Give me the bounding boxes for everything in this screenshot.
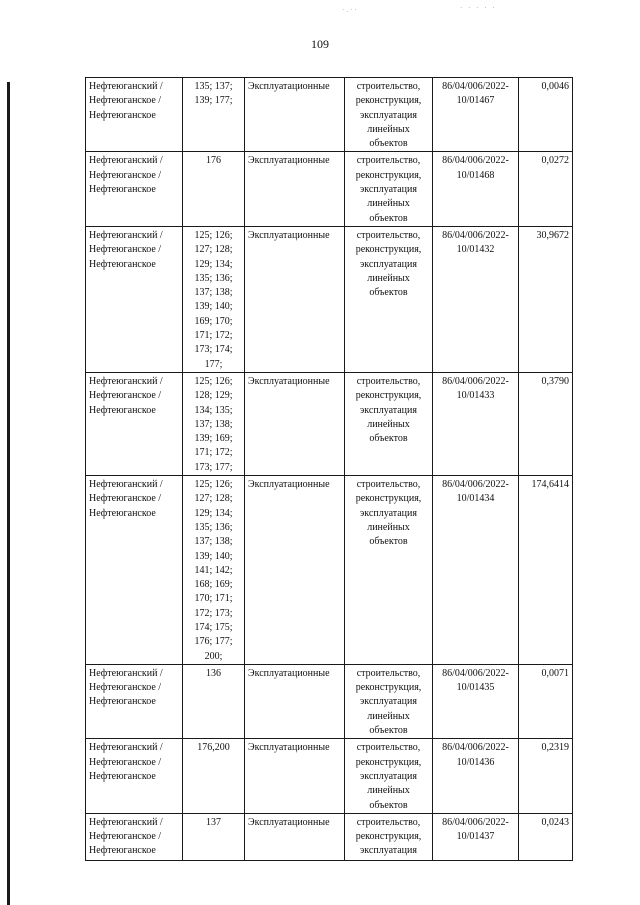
registration-number-cell: 86/04/006/2022-10/01435 — [433, 664, 519, 738]
registration-number-cell: 86/04/006/2022-10/01437 — [433, 813, 519, 860]
municipality-cell: Нефтеюганский /Нефтеюганское /Нефтеюганское — [86, 739, 183, 813]
category-cell: Эксплуатационные — [245, 813, 345, 860]
blocks-cell: 125; 126; 128; 129; 134; 135; 137; 138; 139; 169; 171; 172; 173; 177; — [183, 372, 245, 475]
blocks-cell: 137 — [183, 813, 245, 860]
blocks-cell: 125; 126; 127; 128; 129; 134; 135; 136; 137; 138; 139; 140; 169; 170; 171; 172; 173; 174; 177; — [183, 226, 245, 372]
category-cell: Эксплуатационные — [245, 226, 345, 372]
category-cell: Эксплуатационные — [245, 476, 345, 665]
registration-number-cell: 86/04/006/2022-10/01432 — [433, 226, 519, 372]
purpose-cell: строительство, реконструкция, эксплуатация линейных объектов — [345, 152, 433, 226]
table-row — [86, 78, 573, 152]
purpose-cell: строительство, реконструкция, эксплуатация — [345, 813, 433, 860]
municipality-cell: Нефтеюганский /Нефтеюганское /Нефтеюганское — [86, 152, 183, 226]
registration-number-cell: 86/04/006/2022-10/01436 — [433, 739, 519, 813]
purpose-cell: строительство, реконструкция, эксплуатация линейных объектов — [345, 226, 433, 372]
page-number: 109 — [311, 37, 329, 51]
registration-number-cell: 86/04/006/2022-10/01468 — [433, 152, 519, 226]
area-cell: 174,6414 — [519, 476, 573, 665]
table-row — [86, 152, 573, 226]
municipality-cell: Нефтеюганский /Нефтеюганское /Нефтеюганское — [86, 78, 183, 152]
purpose-cell: строительство, реконструкция, эксплуатация линейных объектов — [345, 78, 433, 152]
area-cell: 0,0071 — [519, 664, 573, 738]
category-cell: Эксплуатационные — [245, 372, 345, 475]
table-row — [86, 226, 573, 372]
area-cell: 0,0046 — [519, 78, 573, 152]
scan-speck: · · · · · — [460, 4, 497, 12]
blocks-cell: 125; 126; 127; 128; 129; 134; 135; 136; 137; 138; 139; 140; 141; 142; 168; 169; 170; 171; 172; 173; 174; 175; 176; 177; 200; — [183, 476, 245, 665]
municipality-cell: Нефтеюганский /Нефтеюганское /Нефтеюганское — [86, 372, 183, 475]
area-cell: 0,3790 — [519, 372, 573, 475]
table-row — [86, 476, 573, 665]
blocks-cell: 176,200 — [183, 739, 245, 813]
category-cell: Эксплуатационные — [245, 78, 345, 152]
binding-edge — [7, 82, 10, 905]
table-row — [86, 739, 573, 813]
purpose-cell: строительство, реконструкция, эксплуатация линейных объектов — [345, 372, 433, 475]
category-cell: Эксплуатационные — [245, 152, 345, 226]
registration-number-cell: 86/04/006/2022-10/01433 — [433, 372, 519, 475]
blocks-cell: 136 — [183, 664, 245, 738]
purpose-cell: строительство, реконструкция, эксплуатация линейных объектов — [345, 664, 433, 738]
registry-body — [86, 78, 573, 861]
area-cell: 0,2319 — [519, 739, 573, 813]
table-row — [86, 813, 573, 860]
area-cell: 0,0243 — [519, 813, 573, 860]
table-row — [86, 664, 573, 738]
municipality-cell: Нефтеюганский /Нефтеюганское /Нефтеюганское — [86, 476, 183, 665]
category-cell: Эксплуатационные — [245, 739, 345, 813]
municipality-cell: Нефтеюганский /Нефтеюганское /Нефтеюганское — [86, 226, 183, 372]
registration-number-cell: 86/04/006/2022-10/01467 — [433, 78, 519, 152]
purpose-cell: строительство, реконструкция, эксплуатация линейных объектов — [345, 476, 433, 665]
blocks-cell: 135; 137; 139; 177; — [183, 78, 245, 152]
registry-table — [85, 77, 573, 861]
area-cell: 30,9672 — [519, 226, 573, 372]
registration-number-cell: 86/04/006/2022-10/01434 — [433, 476, 519, 665]
scan-speck: ·.·· — [342, 6, 359, 14]
blocks-cell: 176 — [183, 152, 245, 226]
area-cell: 0,0272 — [519, 152, 573, 226]
municipality-cell: Нефтеюганский /Нефтеюганское /Нефтеюганское — [86, 813, 183, 860]
purpose-cell: строительство, реконструкция, эксплуатация линейных объектов — [345, 739, 433, 813]
table-row — [86, 372, 573, 475]
municipality-cell: Нефтеюганский /Нефтеюганское /Нефтеюганское — [86, 664, 183, 738]
category-cell: Эксплуатационные — [245, 664, 345, 738]
